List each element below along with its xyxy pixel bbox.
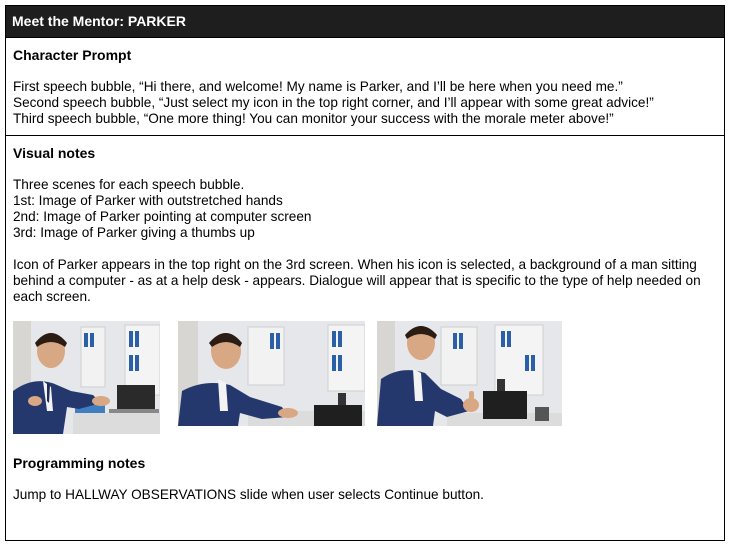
- visual-notes-title: Visual notes: [13, 145, 96, 161]
- scene-images-row: [13, 321, 717, 434]
- visual-notes-paragraph: Icon of Parker appears in the top right on the 3rd screen. When his icon is selected, a background of a man sitting behind a computer - as at a help desk - appears. Dialogue will appear that is specific to the type of help needed on each screen.: [13, 257, 701, 304]
- speech-bubble-line-1: First speech bubble, “Hi there, and welcome! My name is Parker, and I’ll be here when you need me.”: [13, 79, 623, 94]
- programming-notes-title: Programming notes: [13, 455, 146, 471]
- parker-pointing-screen-image: [178, 321, 365, 426]
- speech-bubble-line-2: Second speech bubble, “Just select my icon in the top right corner, and I’ll appear with some great advice!”: [13, 95, 654, 110]
- visual-note-line-2: 1st: Image of Parker with outstretched hands: [13, 193, 283, 208]
- parker-outstretched-hands-image: [13, 321, 160, 434]
- parker-thumbs-up-image: [377, 321, 562, 426]
- visual-note-line-3: 2nd: Image of Parker pointing at computer screen: [13, 209, 312, 224]
- header-title: Meet the Mentor: PARKER: [6, 6, 724, 38]
- visual-notes-section: [6, 136, 724, 503]
- visual-note-line-1: Three scenes for each speech bubble.: [13, 177, 245, 192]
- programming-notes-text: Jump to HALLWAY OBSERVATIONS slide when user selects Continue button.: [13, 487, 484, 502]
- speech-bubble-line-3: Third speech bubble, “One more thing! You can monitor your success with the morale meter above!”: [13, 111, 614, 126]
- character-prompt-section: [6, 38, 724, 136]
- character-prompt-title: Character Prompt: [13, 47, 132, 63]
- storyboard-table: [5, 5, 725, 541]
- visual-note-line-4: 3rd: Image of Parker giving a thumbs up: [13, 225, 255, 240]
